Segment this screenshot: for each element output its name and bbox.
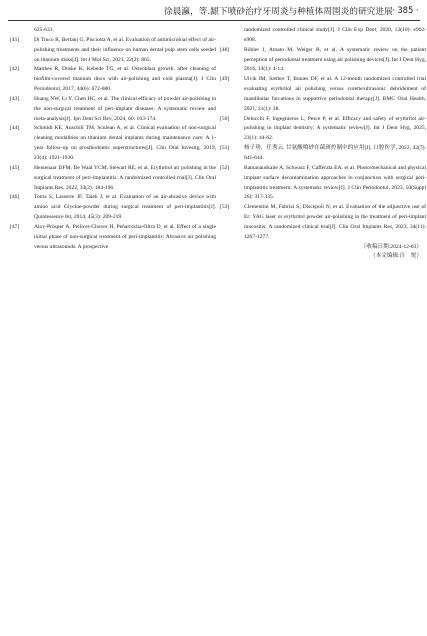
reference-text: Delucchi F, Ingegnieros L, Pesce P, et al. Efficacy and safety of erythritol air-polishing in implant dentistry: A systematic review[J]. Int J Dent Hyg, 2025, 23(1): 44-62. [244,115,426,142]
left-column [10,26,216,252]
reference-number: [51] [220,145,230,152]
reference-item [220,203,426,242]
header-rule [8,20,420,21]
reference-text: Aloy-Prósper A, Pellicer-Chover H, Peñarrocha-Oltra D, et al. Effect of a single initial phase of non-surgical treatment of peri-implantitis: Abrasive air polishing versus ultrasounds. A prospective [34,223,216,250]
reference-text: Clementini M, Fabrizi S, Discepoli N, et al. Evaluation of the adjunctive use of Er: YAG laser or erythritol powder air-polishing in the treatment of peri-implant mucositis: A randomized clinical trial[J]. Clin Oral Implants Res, 2023, 34(11): 1267-1277. [244,204,426,240]
reference-number: [47] [10,223,20,230]
reference-text: Bühler J, Amato M, Weiger R, et al. A systematic review on the patient perception of periodontal treatment using air polishing devices[J]. Int J Dent Hyg, 2016, 14(1): 4-14. [244,46,426,73]
reference-item [220,75,426,114]
reference-number: [50] [220,115,230,122]
reference-item [10,124,216,163]
reference-text: Di Tinco R, Bertani G, Pisciotta A, et al. Evaluation of antimicrobial effect of air-polishing treatments and their influence on human dental pulp stem cells seeded on titanium disks[J]. Int J Mol Sci, 2021, 22(2): 865. [34,36,216,63]
reference-number: [48] [220,46,230,53]
reference-text: Ramanauskaite A, Schwarz F, Cafferata EA, et al. Photo/mechanical and physical implant surface decontamination approaches in conjunction with surgical peri-implantitis treatment: A systematic review[J]. J Clin Periodontol, 2023, 50(Suppl 26): 317-335. [244,164,426,201]
reference-item [10,164,216,194]
reference-item [220,46,426,76]
reference-number: [41] [10,36,20,43]
reference-number: [42] [10,66,20,73]
page-number: · 385 · [392,5,419,15]
running-title: 徐晨瀛，等.龈下喷砂治疗牙周炎与种植体周围炎的研究进展 [164,7,393,17]
reference-number: [52] [220,164,230,171]
received-date: （收稿日期:2024-12-03） [360,243,422,250]
reference-continuation: 625-631. [34,27,54,33]
reference-item [220,144,426,164]
reference-item [10,223,216,253]
reference-item [220,115,426,145]
reference-number: [53] [220,204,230,211]
reference-number: [44] [10,125,20,132]
reference-continuation: randomized controlled clinical study[J]. J Clin Exp Dent, 2020, 12(10): e902-e908. [244,27,426,43]
reference-text: Hentenaar DFM, De Waal YCM, Stewart RE, et al. Erythritol air polishing in the surgical treatment of peri-implantitis: A randomized controlled trial[J]. Clin Oral Implants Res, 2022, 33(2): 184-196. [34,164,216,191]
reference-number: [45] [10,164,20,171]
reference-number: [43] [10,95,20,102]
reference-text: Schmidt KE, Auschill TM, Sculean A, et al. Clinical evaluation of non-surgical cleaning modalities on titanium dental implants during maintenance care: A 1-year follow-up on prosthodontic superstructures[J]. Clin Oral Investig, 2019, 23(4): 1921-1930. [34,125,216,161]
running-header [0,0,427,20]
reference-text: Toma S, Lasserre JF, Taïeb J, et al. Evaluation of an air-abrasive device with amino acid Glycine-powder during surgical treatment of peri-implantitis[J]. Quintessence Int, 2014, 45(3): 209-219. [34,194,216,221]
reference-text: 杨子珍，任秀云. 甘氨酸喷砂在菌斑控制中的应用[J]. 口腔医学, 2022, 42(7): 641-644. [244,145,426,161]
reference-item [10,36,216,66]
reference-text: Huang NW, Li Y, Chen HC, et al. The clinical efficacy of powder air-polishing in the non-surgical treatment of peri-implant diseases: A systematic review and meta-analysis[J]. Jpn Dent Sci Rev, 2024, 60: 163-174. [34,95,216,122]
editor-note: （本文编辑:汪 悦） [370,253,422,260]
reference-number: [46] [10,194,20,201]
reference-number: [49] [220,76,230,83]
reference-item [220,164,426,203]
right-column [220,26,426,262]
reference-item [10,65,216,95]
reference-text: Matthes R, Duske K, Kebede TG, et al. Osteoblast growth, after cleaning of biofilm-covered titanium discs with air-polishing and cold plasma[J]. J Clin Periodontol, 2017, 44(6): 672-680. [34,66,216,93]
reference-text: Ulvik IM, Sæthre T, Bunæs DF, et al. A 12-month randomized controlled trial evaluating erythritol air polishing versus curette/ultrasonic debridement of mandibular furcations in supportive periodontal therapy[J]. BMC Oral Health, 2021, 21(1): 38. [244,76,426,112]
reference-item [10,95,216,125]
reference-item [10,193,216,223]
